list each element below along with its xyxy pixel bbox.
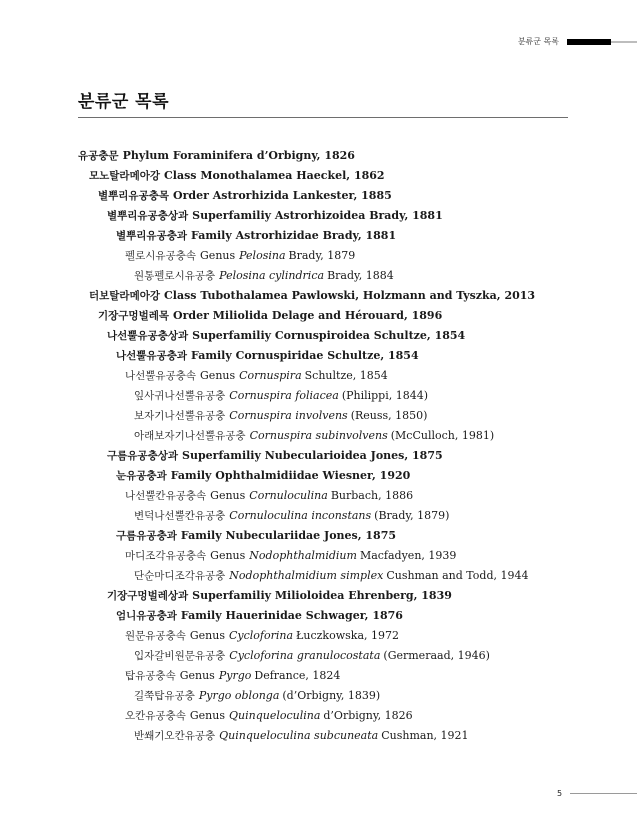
taxon-scientific-name: Pelosina <box>239 249 286 262</box>
taxon-korean-name: 변덕나선뿔칸유공충 <box>134 510 226 522</box>
taxon-scientific-name: Pyrgo <box>218 669 252 682</box>
taxon-rank: Class <box>164 289 197 302</box>
taxon-family-hauerinidae <box>116 609 403 623</box>
taxon-scientific-name: Cornuspiroidea <box>274 329 370 342</box>
taxon-rank: Family <box>191 229 232 242</box>
taxon-rank: Genus <box>200 369 236 382</box>
taxon-korean-name: 나선뿔칸유공충속 <box>125 490 207 502</box>
taxon-genus-quinqueloculina <box>125 709 413 723</box>
taxon-authority: Burbach, 1886 <box>330 489 414 502</box>
taxon-rank: Family <box>170 469 212 482</box>
taxon-korean-name: 유공충문 <box>78 150 119 162</box>
taxon-korean-name: 잎사귀나선뿔유공충 <box>134 390 226 402</box>
taxon-scientific-name: Nubeculariidae <box>225 529 321 542</box>
taxon-authority: Schultze, 1854 <box>304 369 388 382</box>
taxon-scientific-name: Astrorhizidae <box>235 229 319 242</box>
taxon-rank: Genus <box>210 549 246 562</box>
taxon-species-cornuspira-subinvolvens <box>134 429 494 443</box>
taxon-species-cycloforina-granulocostata <box>134 649 490 663</box>
taxon-authority: (Germeraad, 1946) <box>383 649 490 662</box>
taxon-rank: Genus <box>189 709 225 722</box>
taxon-authority: Defrance, 1824 <box>254 669 341 682</box>
taxon-authority: Brady, 1879 <box>288 249 356 262</box>
taxon-scientific-name: Foraminifera <box>172 149 254 162</box>
taxon-korean-name: 반쐐기오칸유공충 <box>134 730 216 742</box>
taxon-rank: Superfamiliy <box>182 449 261 462</box>
taxon-scientific-name: Milioloidea <box>274 589 345 602</box>
section-title: 분류군 목록 <box>78 92 170 112</box>
title-rule <box>78 117 568 118</box>
taxon-superfamily-nubecularioidea <box>107 449 443 463</box>
taxon-scientific-name: Pyrgo oblonga <box>198 689 280 702</box>
taxon-authority: Delage and Hérouard, 1896 <box>271 309 443 322</box>
running-head-rule <box>611 41 637 43</box>
taxon-scientific-name: Cornuspira foliacea <box>229 389 339 402</box>
taxon-authority: (Philippi, 1844) <box>341 389 429 402</box>
taxon-scientific-name: Cornuspiridae <box>235 349 324 362</box>
taxon-authority: (Reuss, 1850) <box>350 409 428 422</box>
taxon-rank: Family <box>180 529 222 542</box>
taxon-scientific-name: Cycloforina granulocostata <box>229 649 381 662</box>
taxon-rank: Order <box>173 189 209 202</box>
taxon-genus-cycloforina <box>125 629 399 643</box>
taxon-scientific-name: Cornuspira involvens <box>229 409 348 422</box>
footer-rule <box>570 793 637 794</box>
taxon-korean-name: 터보탈라메아강 <box>89 290 161 302</box>
taxon-authority: Brady, 1884 <box>327 269 394 282</box>
taxon-genus-cornuspira <box>125 369 388 383</box>
taxon-korean-name: 모노탈라메아강 <box>89 170 161 182</box>
taxon-scientific-name: Cornuspira subinvolvens <box>249 429 388 442</box>
taxon-korean-name: 기장구멍벌레상과 <box>107 590 189 602</box>
taxon-authority: Lankester, 1885 <box>292 189 392 202</box>
taxon-genus-cornuloculina <box>125 489 413 503</box>
taxon-korean-name: 별뿌리유공충목 <box>98 190 170 202</box>
taxon-authority: Cushman, 1921 <box>381 729 469 742</box>
taxon-authority: Schultze, 1854 <box>327 349 419 362</box>
taxon-scientific-name: Pelosina cylindrica <box>219 269 325 282</box>
taxon-species-cornuspira-foliacea <box>134 389 428 403</box>
taxon-scientific-name: Cornuloculina <box>249 489 328 502</box>
taxon-genus-nodophthalmidium <box>125 549 456 563</box>
taxon-rank: Family <box>191 349 232 362</box>
taxon-authority: Schwager, 1876 <box>305 609 403 622</box>
taxon-scientific-name: Ophthalmidiidae <box>215 469 319 482</box>
taxon-korean-name: 보자기나선뿔유공충 <box>134 410 226 422</box>
taxon-korean-name: 구름유공충과 <box>116 530 177 542</box>
taxon-scientific-name: Tubothalamea <box>200 289 288 302</box>
taxon-korean-name: 기장구멍벌레목 <box>98 310 170 322</box>
taxon-korean-name: 원통펠로시유공충 <box>134 270 216 282</box>
taxon-rank: Superfamiliy <box>192 329 272 342</box>
taxon-rank: Superfamiliy <box>192 209 272 222</box>
taxon-korean-name: 길쭉탑유공충 <box>134 690 195 702</box>
taxon-family-cornuspiridae <box>116 349 419 363</box>
taxon-korean-name: 나선뿔유공충과 <box>116 350 188 362</box>
taxon-scientific-name: Astrorhizoidea <box>274 209 366 222</box>
taxon-authority: (Brady, 1879) <box>374 509 450 522</box>
taxon-scientific-name: Cornuloculina inconstans <box>229 509 372 522</box>
taxon-rank: Genus <box>210 489 246 502</box>
taxon-korean-name: 펠로시유공충속 <box>125 250 197 262</box>
taxon-rank: Genus <box>200 249 236 262</box>
taxon-korean-name: 마디조각유공충속 <box>125 550 207 562</box>
taxon-family-ophthalmidiidae <box>116 469 410 483</box>
taxon-order-astrorhizida <box>98 189 392 203</box>
taxon-species-cornuloculina-inconstans <box>134 509 449 523</box>
taxon-rank: Genus <box>189 629 225 642</box>
taxon-authority: Jones, 1875 <box>370 449 443 462</box>
taxon-korean-name: 입자갈비원문유공충 <box>134 650 226 662</box>
taxon-scientific-name: Quinqueloculina subcuneata <box>219 729 379 742</box>
taxon-authority: Łuczkowska, 1972 <box>296 629 399 642</box>
taxon-superfamily-astrorhizoidea <box>107 209 443 223</box>
taxon-authority: (McCulloch, 1981) <box>390 429 495 442</box>
taxon-authority: d’Orbigny, 1826 <box>256 149 355 162</box>
taxon-authority: Wiesner, 1920 <box>322 469 411 482</box>
taxon-class-tubothalamea <box>89 289 535 303</box>
taxon-korean-name: 구름유공충상과 <box>107 450 179 462</box>
taxon-authority: Pawlowski, Holzmann and Tyszka, 2013 <box>291 289 536 302</box>
taxon-scientific-name: Cornuspira <box>239 369 302 382</box>
taxon-korean-name: 엄니유공충과 <box>116 610 177 622</box>
taxon-authority: Haeckel, 1862 <box>296 169 385 182</box>
taxon-authority: Cushman and Todd, 1944 <box>386 569 529 582</box>
taxon-scientific-name: Nodophthalmidium <box>249 549 357 562</box>
taxon-authority: Brady, 1881 <box>322 229 397 242</box>
taxon-phylum-foraminifera <box>78 149 355 163</box>
taxon-family-astrorhizidae <box>116 229 396 243</box>
taxon-authority: Brady, 1881 <box>369 209 443 222</box>
taxon-family-nubeculariidae <box>116 529 396 543</box>
taxon-korean-name: 아래보자기나선뿔유공충 <box>134 430 246 442</box>
taxon-species-pelosina-cylindrica <box>134 269 394 283</box>
taxon-korean-name: 단순마디조각유공충 <box>134 570 226 582</box>
taxon-korean-name: 나선뿔유공충상과 <box>107 330 189 342</box>
taxon-authority: Ehrenberg, 1839 <box>348 589 452 602</box>
taxon-rank: Order <box>173 309 209 322</box>
taxon-authority: Jones, 1875 <box>324 529 397 542</box>
taxon-scientific-name: Monothalamea <box>200 169 293 182</box>
taxon-rank: Class <box>164 169 197 182</box>
taxon-authority: (d’Orbigny, 1839) <box>282 689 381 702</box>
taxon-scientific-name: Astrorhizida <box>212 189 289 202</box>
taxon-scientific-name: Nubecularioidea <box>264 449 367 462</box>
running-head-bar <box>567 39 611 45</box>
taxon-species-nodophthalmidium-simplex <box>134 569 528 583</box>
taxon-species-pyrgo-oblonga <box>134 689 380 703</box>
taxon-class-monothalamea <box>89 169 385 183</box>
taxon-korean-name: 오칸유공충속 <box>125 710 186 722</box>
taxon-korean-name: 탑유공충속 <box>125 670 176 682</box>
taxon-order-miliolida <box>98 309 442 323</box>
taxon-rank: Genus <box>179 669 215 682</box>
taxon-scientific-name: Hauerinidae <box>225 609 302 622</box>
taxon-rank: Phylum <box>122 149 170 162</box>
taxon-scientific-name: Nodophthalmidium simplex <box>229 569 384 582</box>
taxon-korean-name: 눈유공충과 <box>116 470 167 482</box>
taxon-genus-pelosina <box>125 249 355 263</box>
taxon-scientific-name: Miliolida <box>212 309 268 322</box>
taxon-authority: Schultze, 1854 <box>373 329 466 342</box>
running-head <box>0 37 637 49</box>
taxon-authority: d’Orbigny, 1826 <box>323 709 413 722</box>
taxon-superfamily-cornuspiroidea <box>107 329 465 343</box>
taxon-superfamily-milioloidea <box>107 589 452 603</box>
taxon-species-quinqueloculina-subcuneata <box>134 729 469 743</box>
taxon-authority: Macfadyen, 1939 <box>359 549 457 562</box>
taxon-korean-name: 별뿌리유공충상과 <box>107 210 189 222</box>
page-number: 5 <box>557 789 563 798</box>
taxon-korean-name: 나선뿔유공충속 <box>125 370 197 382</box>
taxon-species-cornuspira-involvens <box>134 409 427 423</box>
taxon-rank: Superfamiliy <box>192 589 272 602</box>
taxon-genus-pyrgo <box>125 669 340 683</box>
running-head-title: 분류군 목록 <box>517 37 559 46</box>
taxon-korean-name: 원문유공충속 <box>125 630 186 642</box>
taxon-scientific-name: Cycloforina <box>228 629 294 642</box>
taxon-korean-name: 별뿌리유공충과 <box>116 230 188 242</box>
taxon-rank: Family <box>180 609 222 622</box>
taxon-scientific-name: Quinqueloculina <box>228 709 321 722</box>
